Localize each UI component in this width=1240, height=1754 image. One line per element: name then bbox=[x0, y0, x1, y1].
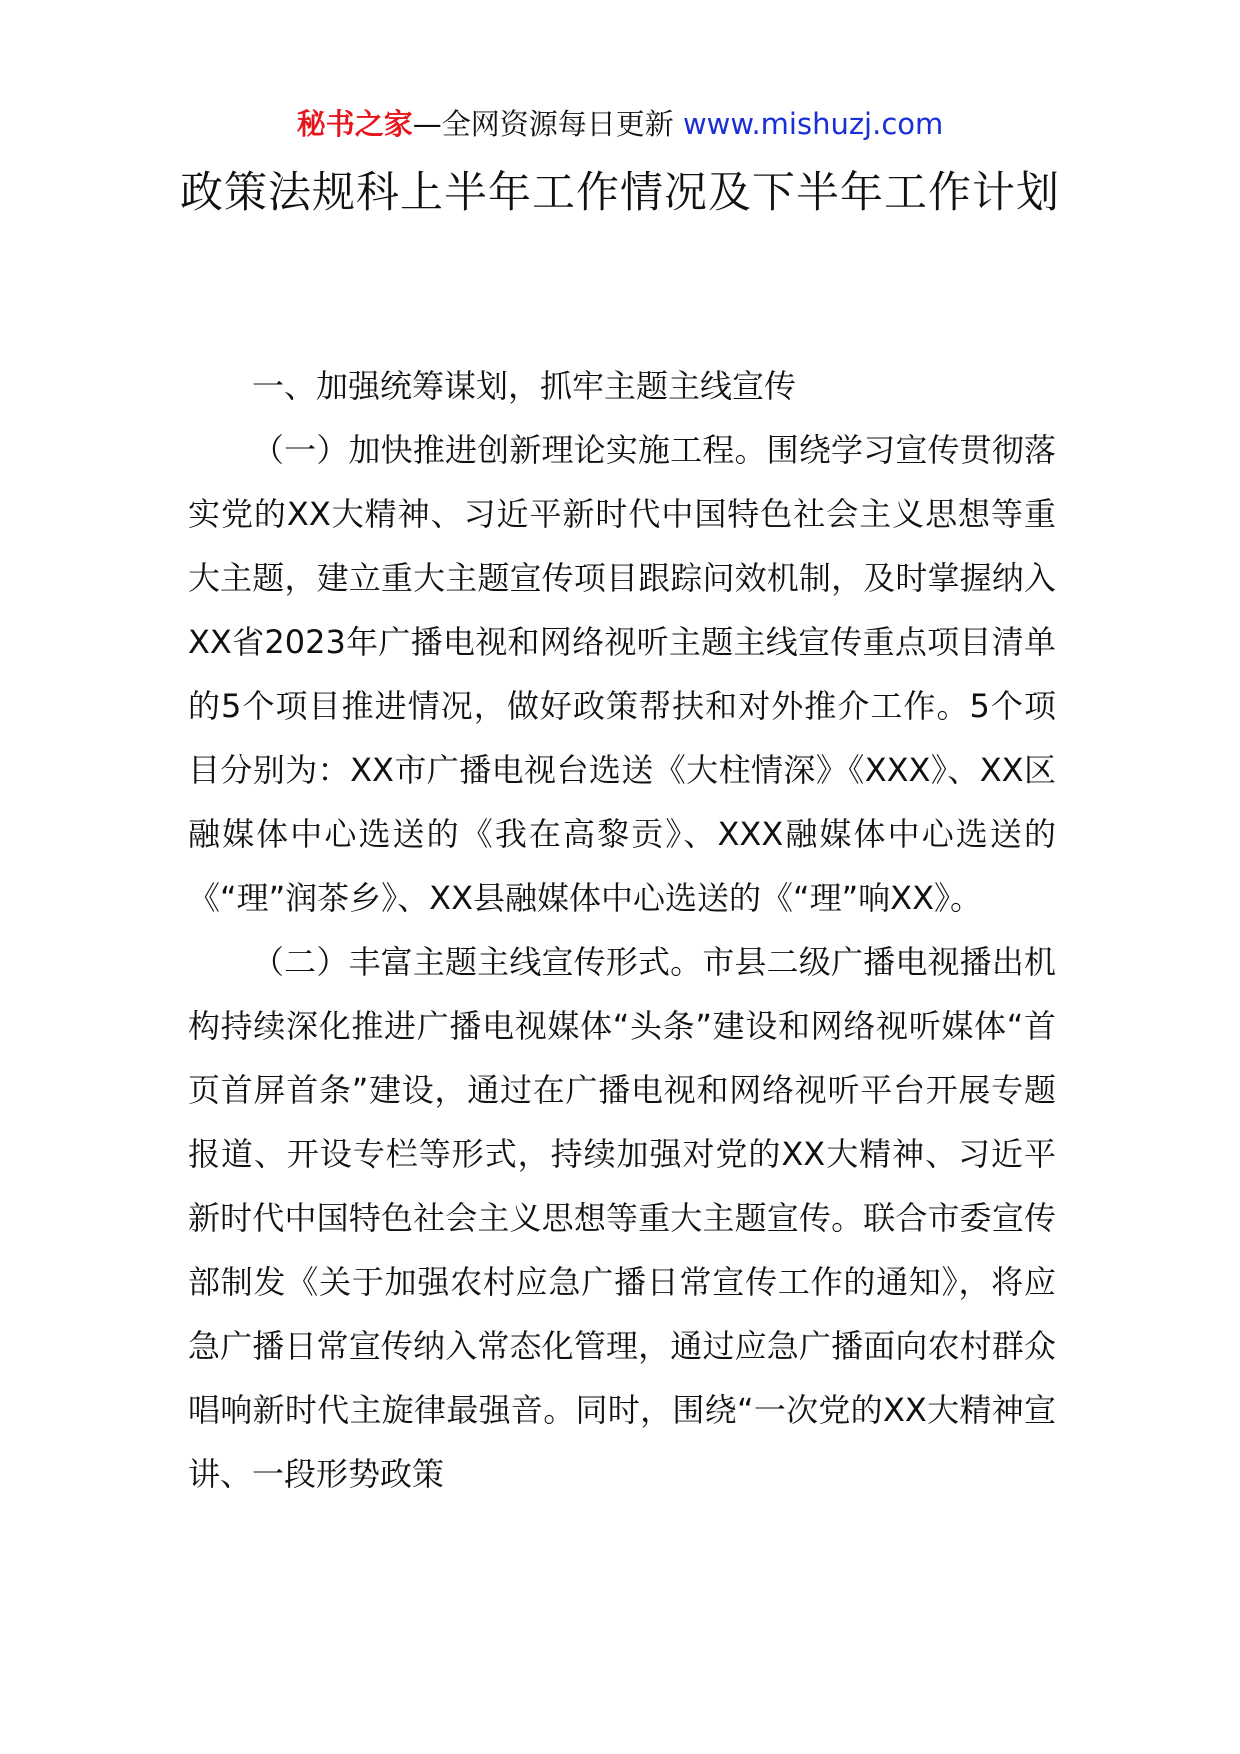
brand-name: 秘书之家 bbox=[296, 107, 413, 141]
watermark-banner bbox=[0, 104, 1240, 144]
document-title: 政策法规科上半年工作情况及下半年工作计划 bbox=[180, 168, 1060, 218]
document-body bbox=[188, 354, 1056, 1506]
brand-url[interactable]: www.mishuzj.com bbox=[682, 107, 944, 141]
paragraph: （一）加快推进创新理论实施工程。围绕学习宣传贯彻落实党的XX大精神、习近平新时代中国特色社会主义思想等重大主题，建立重大主题宣传项目跟踪问效机制，及时掌握纳入XX省2023年广播电视和网络视听主题主线宣传重点项目清单的5个项目推进情况，做好政策帮扶和对外推介工作。5个项目分别为：XX市广播电视台选送《大柱情深》《XXX》、XX区融媒体中心选送的《我在高黎贡》、XXX融媒体中心选送的《“理”润茶乡》、XX县融媒体中心选送的《“理”响XX》。 bbox=[188, 431, 1056, 917]
paragraph: （二）丰富主题主线宣传形式。市县二级广播电视播出机构持续深化推进广播电视媒体“头条”建设和网络视听媒体“首页首屏首条”建设，通过在广播电视和网络视听平台开展专题报道、开设专栏等形式，持续加强对党的XX大精神、习近平新时代中国特色社会主义思想等重大主题宣传。联合市委宣传部制发《关于加强农村应急广播日常宣传工作的通知》，将应急广播日常宣传纳入常态化管理，通过应急广播面向农村群众唱响新时代主旋律最强音。同时，围绕“一次党的XX大精神宣讲、一段形势政策 bbox=[188, 943, 1056, 1493]
brand-slogan: —全网资源每日更新 bbox=[412, 107, 683, 141]
section-heading: 一、加强统筹谋划，抓牢主题主线宣传 bbox=[252, 367, 797, 405]
